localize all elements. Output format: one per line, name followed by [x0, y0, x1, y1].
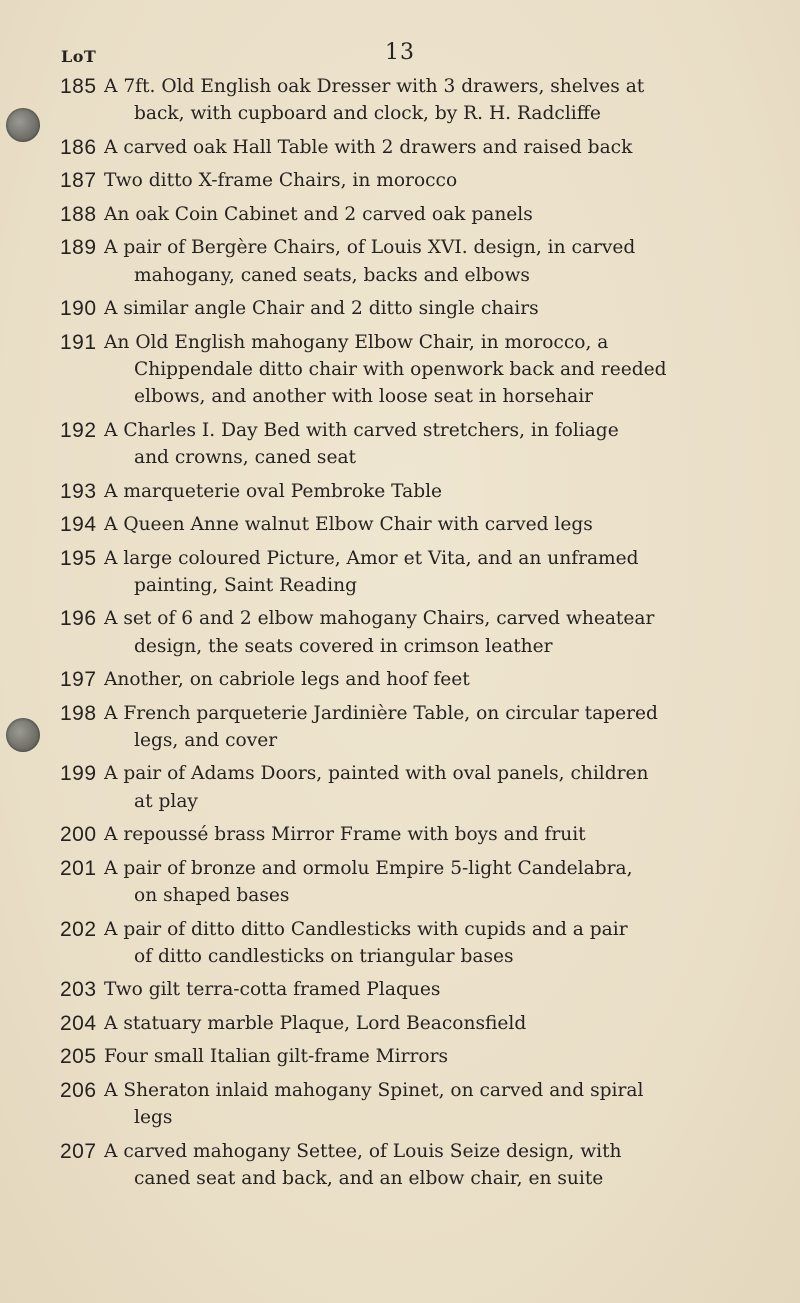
lot-description-line: Another, on cabriole legs and hoof feet [104, 669, 470, 691]
lot-number: 198 [60, 701, 97, 725]
lot-number: 187 [60, 169, 97, 193]
lot-description-line: A 7ft. Old English oak Dresser with 3 drawers, shelves at [104, 76, 645, 97]
lot-description [104, 855, 794, 910]
lot-number: 188 [60, 202, 97, 226]
lot-description [104, 976, 794, 1003]
lot-description-line: A carved oak Hall Table with 2 drawers and raised back [104, 136, 633, 158]
lot-description-line: A statuary marble Plaque, Lord Beaconsfield [104, 1012, 527, 1034]
lot-description [104, 478, 794, 505]
lot-description-line: elbows, and another with loose seat in horsehair [134, 386, 594, 408]
lot-description [104, 295, 794, 322]
lot-description-line: Two ditto X-frame Chairs, in morocco [104, 170, 458, 192]
lot-description [104, 1138, 794, 1193]
lot-description [104, 73, 794, 128]
lot-description-line: Chippendale ditto chair with openwork back and reeded [134, 358, 667, 380]
lot-number: 195 [60, 546, 97, 570]
lot-description-line: Four small Italian gilt-frame Mirrors [104, 1046, 449, 1068]
lot-description-line: mahogany, caned seats, backs and elbows [134, 264, 530, 286]
lot-description-line: A Sheraton inlaid mahogany Spinet, on carved and spiral [104, 1079, 644, 1101]
lot-description-line: A pair of bronze and ormolu Empire 5-light Candelabra, [104, 857, 633, 879]
lot-number: 196 [60, 607, 97, 631]
lot-number: 194 [60, 513, 97, 536]
lot-number: 207 [60, 1139, 97, 1163]
lot-number: 205 [60, 1045, 97, 1069]
lot-description [104, 511, 794, 538]
lot-number: 189 [60, 236, 97, 260]
lot-description-line: of ditto candlesticks on triangular bases [134, 945, 514, 967]
lot-description-line: A pair of Bergère Chairs, of Louis XVI. design, in carved [104, 237, 636, 259]
lot-description-line: A Charles I. Day Bed with carved stretchers, in foliage [104, 419, 619, 441]
lot-description [104, 821, 794, 848]
lot-number: 192 [60, 418, 97, 442]
lot-description-line: at play [134, 790, 198, 812]
lot-number: 185 [60, 75, 97, 98]
lot-description-line: A French parqueterie Jardinière Table, on circular tapered [104, 702, 658, 724]
lot-number: 186 [60, 135, 97, 159]
lot-number: 191 [60, 330, 97, 354]
lot-number: 204 [60, 1011, 97, 1035]
lot-number: 190 [60, 297, 97, 321]
lot-description-line: legs [134, 1107, 173, 1129]
lot-description-line: A similar angle Chair and 2 ditto single chairs [104, 298, 539, 320]
lot-description [104, 201, 794, 228]
lot-number: 200 [60, 823, 97, 847]
lot-description-line: caned seat and back, and an elbow chair, en suite [134, 1167, 604, 1189]
lot-description [104, 700, 794, 755]
lot-description [104, 234, 794, 289]
lot-number: 203 [60, 978, 97, 1002]
lot-column-heading: LoT [61, 47, 97, 66]
lot-description [104, 417, 794, 472]
lot-description [104, 1043, 794, 1070]
lot-description-line: design, the seats covered in crimson leather [134, 635, 553, 657]
page-number: 13 [385, 40, 415, 65]
lot-description-line: on shaped bases [134, 884, 290, 906]
lot-description-line: A marqueterie oval Pembroke Table [104, 480, 443, 502]
lot-description [104, 666, 794, 693]
lot-description-line: back, with cupboard and clock, by R. H. Radcliffe [134, 103, 601, 125]
lot-description-line: A repoussé brass Mirror Frame with boys and fruit [104, 824, 586, 846]
lot-number: 193 [60, 479, 97, 503]
lot-description-line: A Queen Anne walnut Elbow Chair with carved legs [104, 514, 593, 535]
lot-number: 199 [60, 762, 97, 786]
lot-description [104, 329, 794, 411]
lot-description [104, 545, 794, 600]
lot-description-line: An oak Coin Cabinet and 2 carved oak panels [104, 203, 533, 225]
lot-description-line: A large coloured Picture, Amor et Vita, and an unframed [104, 547, 639, 569]
lot-description-line: Two gilt terra-cotta framed Plaques [104, 979, 441, 1001]
lot-number: 202 [60, 917, 97, 941]
lot-description [104, 760, 794, 815]
lot-description-line: A pair of Adams Doors, painted with oval panels, children [104, 763, 649, 785]
lot-description-line: An Old English mahogany Elbow Chair, in morocco, a [104, 331, 609, 353]
lot-description [104, 605, 794, 660]
lot-description-line: A carved mahogany Settee, of Louis Seize design, with [104, 1140, 622, 1162]
lot-description-line: A pair of ditto ditto Candlesticks with cupids and a pair [104, 918, 628, 940]
lot-description [104, 1077, 794, 1132]
lot-description [104, 1010, 794, 1037]
lot-number: 197 [60, 668, 97, 692]
lot-description [104, 167, 794, 194]
lot-description-line: A set of 6 and 2 elbow mahogany Chairs, carved wheatear [104, 608, 655, 630]
lot-number: 206 [60, 1078, 97, 1102]
lot-description-line: painting, Saint Reading [134, 574, 357, 596]
lot-description [104, 916, 794, 971]
lot-description [104, 134, 794, 161]
lot-description-line: and crowns, caned seat [134, 446, 357, 468]
lot-description-line: legs, and cover [134, 729, 278, 751]
lot-number: 201 [60, 856, 97, 880]
